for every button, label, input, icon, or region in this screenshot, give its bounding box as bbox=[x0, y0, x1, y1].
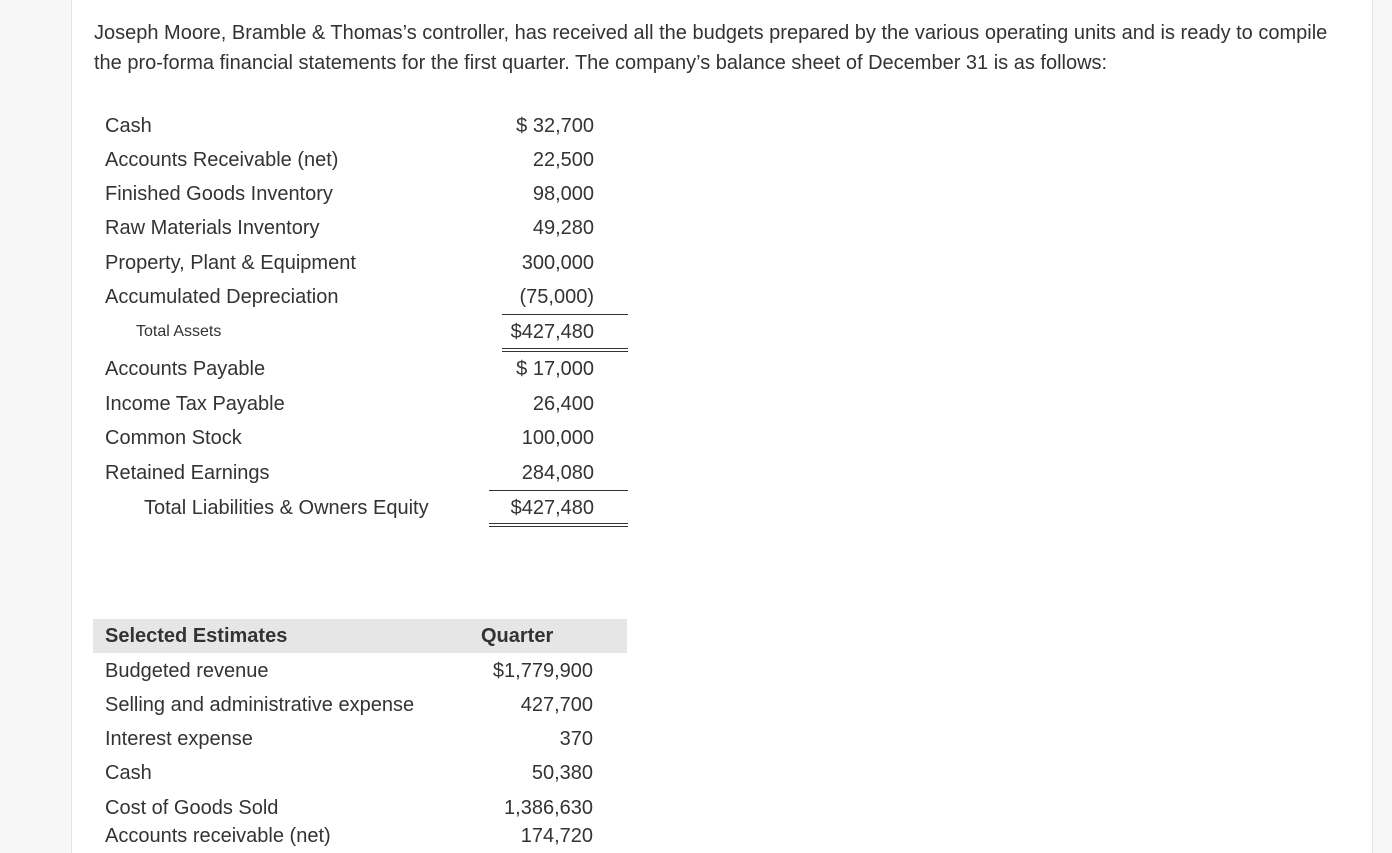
estimate-value: 50,380 bbox=[531, 762, 593, 784]
bs-label: Raw Materials Inventory bbox=[105, 217, 320, 239]
table-row bbox=[93, 688, 627, 722]
bs-amount: $427,480 bbox=[510, 497, 594, 519]
estimates-header-label: Selected Estimates bbox=[105, 625, 288, 647]
bs-label: Finished Goods Inventory bbox=[105, 183, 333, 205]
bs-label: Common Stock bbox=[105, 427, 242, 449]
bs-amount: 100,000 bbox=[521, 427, 594, 449]
estimate-label: Cash bbox=[105, 762, 152, 784]
bs-row-accumulated-depreciation bbox=[72, 280, 712, 314]
bs-label: Property, Plant & Equipment bbox=[105, 252, 356, 274]
bs-amount: 284,080 bbox=[521, 462, 594, 484]
bs-amount: $ 32,700 bbox=[516, 115, 594, 137]
bs-row-total-liabilities-equity bbox=[72, 491, 712, 525]
estimate-value: 370 bbox=[559, 728, 593, 750]
bs-label: Accounts Receivable (net) bbox=[105, 149, 339, 171]
bs-amount: (75,000) bbox=[519, 286, 594, 308]
question-card bbox=[71, 0, 1373, 853]
bs-row-finished-goods bbox=[72, 177, 712, 211]
bs-amount: 26,400 bbox=[532, 393, 594, 415]
bs-row-accounts-receivable bbox=[72, 143, 712, 177]
bs-amount: 49,280 bbox=[532, 217, 594, 239]
bs-row-common-stock bbox=[72, 421, 712, 455]
table-row bbox=[93, 756, 627, 790]
estimate-value: $1,779,900 bbox=[492, 660, 593, 682]
estimate-label: Budgeted revenue bbox=[105, 660, 269, 682]
total-double-rule bbox=[489, 523, 628, 527]
bs-row-income-tax-payable bbox=[72, 387, 712, 421]
bs-row-ppe bbox=[72, 246, 712, 280]
bs-row-raw-materials bbox=[72, 211, 712, 245]
bs-amount: $427,480 bbox=[510, 321, 594, 343]
estimate-label: Selling and administrative expense bbox=[105, 694, 415, 716]
table-row bbox=[93, 654, 627, 688]
table-row bbox=[93, 722, 627, 756]
estimate-label: Interest expense bbox=[105, 728, 253, 750]
bs-row-accounts-payable bbox=[72, 352, 712, 386]
bs-row-cash bbox=[72, 109, 712, 143]
estimates-header-row bbox=[93, 619, 627, 653]
bs-label: Income Tax Payable bbox=[105, 393, 285, 415]
bs-label: Cash bbox=[105, 115, 152, 137]
bs-label: Total Assets bbox=[136, 323, 222, 340]
estimate-value: 1,386,630 bbox=[504, 797, 593, 819]
bs-label: Accounts Payable bbox=[105, 358, 266, 380]
estimate-value: 427,700 bbox=[520, 694, 593, 716]
estimate-label: Cost of Goods Sold bbox=[105, 797, 279, 819]
estimate-value: 174,720 bbox=[520, 825, 593, 847]
table-row bbox=[93, 819, 627, 853]
bs-label: Accumulated Depreciation bbox=[105, 286, 339, 308]
intro-paragraph: Joseph Moore, Bramble & Thomas’s controller, has received all the budgets prepared by the various operating units and is ready to compile the pro-forma financial statements for the first quarter. The company’s balance sheet of December 31 is as follows: bbox=[94, 22, 1328, 74]
bs-amount: 300,000 bbox=[521, 252, 594, 274]
bs-label: Total Liabilities & Owners Equity bbox=[144, 497, 429, 519]
bs-row-retained-earnings bbox=[72, 456, 712, 490]
bs-amount: 22,500 bbox=[532, 149, 594, 171]
estimates-header-value: Quarter bbox=[481, 625, 554, 647]
bs-label: Retained Earnings bbox=[105, 462, 270, 484]
bs-amount: $ 17,000 bbox=[516, 358, 594, 380]
bs-row-total-assets bbox=[72, 315, 712, 349]
bs-amount: 98,000 bbox=[532, 183, 594, 205]
estimate-label: Accounts receivable (net) bbox=[105, 825, 331, 847]
